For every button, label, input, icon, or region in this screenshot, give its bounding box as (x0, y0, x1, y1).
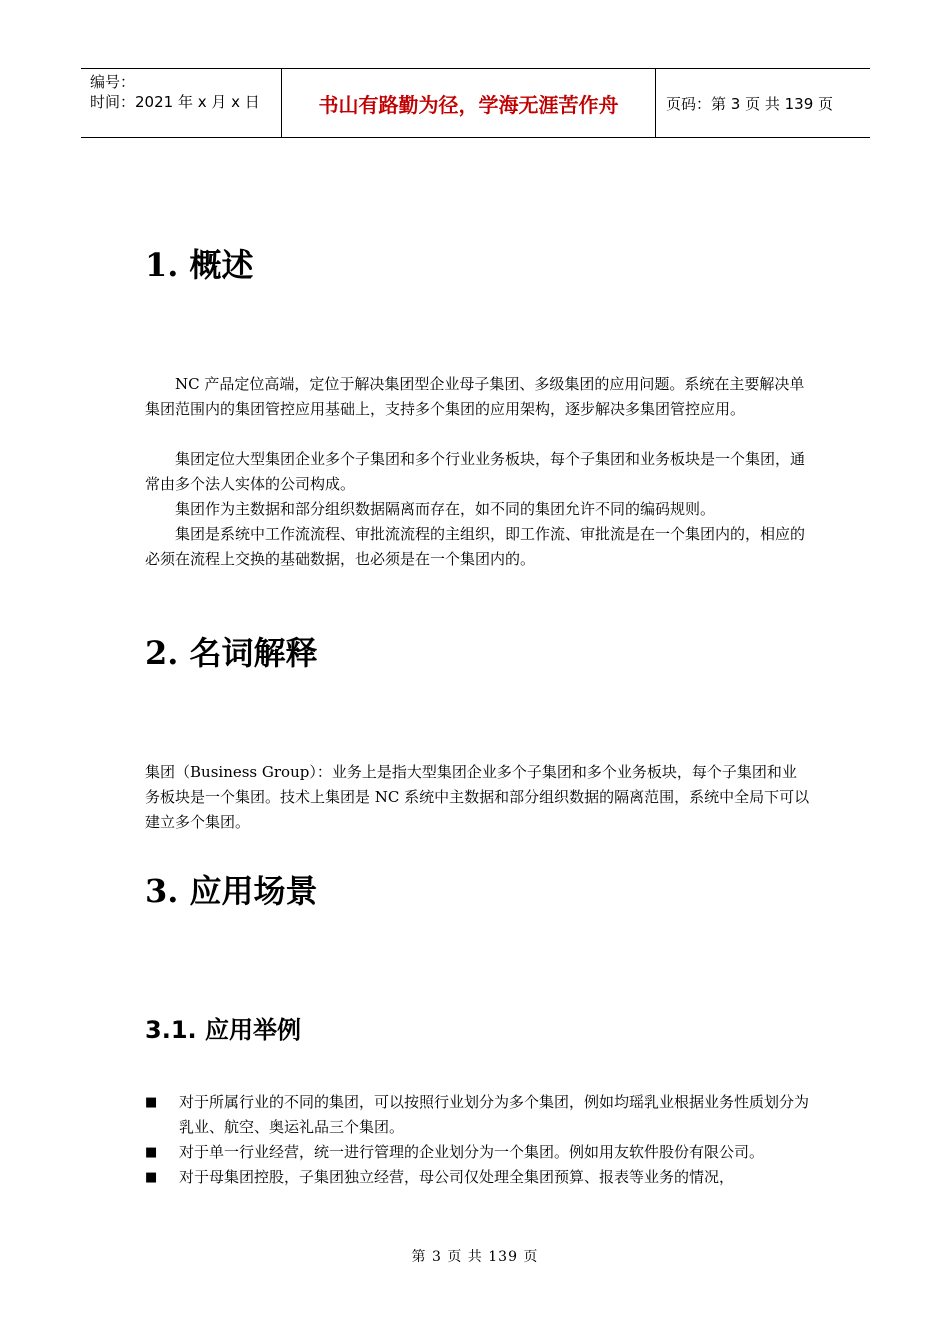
section-1-paragraph-3: 集团作为主数据和部分组织数据隔离而存在，如不同的集团允许不同的编码规则。 (175, 500, 716, 518)
bullet-square-icon: ■ (145, 1170, 158, 1185)
section-1-paragraph-1: NC 产品定位高端，定位于解决集团型企业母子集团、多级集团的应用问题。系统在主要解决单集团范围内的集团管控应用基础上，支持多个集团的应用架构，逐步解决多集团管控应用。 (145, 375, 805, 418)
page-header (81, 68, 870, 138)
doc-number-label: 编号： (90, 73, 136, 91)
section-3-heading: 3. 应用场景 (145, 872, 318, 910)
application-example-list (145, 1090, 810, 1190)
section-1-heading: 1. 概述 (145, 246, 254, 284)
section-2-definition (145, 760, 810, 835)
list-item: ■ 对于单一行业经营，统一进行管理的企业划分为一个集团。例如用友软件股份有限公司。 (145, 1140, 810, 1165)
section-3-1-heading: 3.1. 应用举例 (145, 1016, 301, 1044)
section-2-heading: 2. 名词解释 (145, 634, 318, 672)
header-meta-cell (81, 69, 282, 137)
doc-time-label: 时间：2021 年 x 月 x 日 (90, 93, 260, 111)
term-definition: （Business Group）：业务上是指大型集团企业多个子集团和多个业务板块，每个子集团和业务板块是一个集团。技术上集团是 NC 系统中主数据和部分组织数据的隔离范围，系统中全局下可以建立多个集团。 (145, 763, 810, 831)
bullet-square-icon: ■ (145, 1095, 158, 1110)
bullet-square-icon: ■ (145, 1145, 158, 1160)
page-footer: 第 3 页 共 139 页 (411, 1249, 539, 1265)
header-page-info: 页码：第 3 页 共 139 页 (666, 94, 834, 113)
section-1-paragraph-4: 集团是系统中工作流流程、审批流流程的主组织，即工作流、审批流是在一个集团内的，相应的必须在流程上交换的基础数据，也必须是在一个集团内的。 (145, 525, 806, 568)
list-item: ■ 对于所属行业的不同的集团，可以按照行业划分为多个集团，例如均瑶乳业根据业务性质划分为乳业、航空、奥运礼品三个集团。 (145, 1090, 810, 1140)
header-motto: 书山有路勤为径，学海无涯苦作舟 (282, 69, 656, 137)
section-1-paragraph-2: 集团定位大型集团企业多个子集团和多个行业业务板块，每个子集团和业务板块是一个集团，通常由多个法人实体的公司构成。 (145, 450, 806, 493)
list-item: ■ 对于母集团控股，子集团独立经营，母公司仅处理全集团预算、报表等业务的情况， (145, 1165, 810, 1190)
term-label: 集团 (145, 763, 176, 781)
